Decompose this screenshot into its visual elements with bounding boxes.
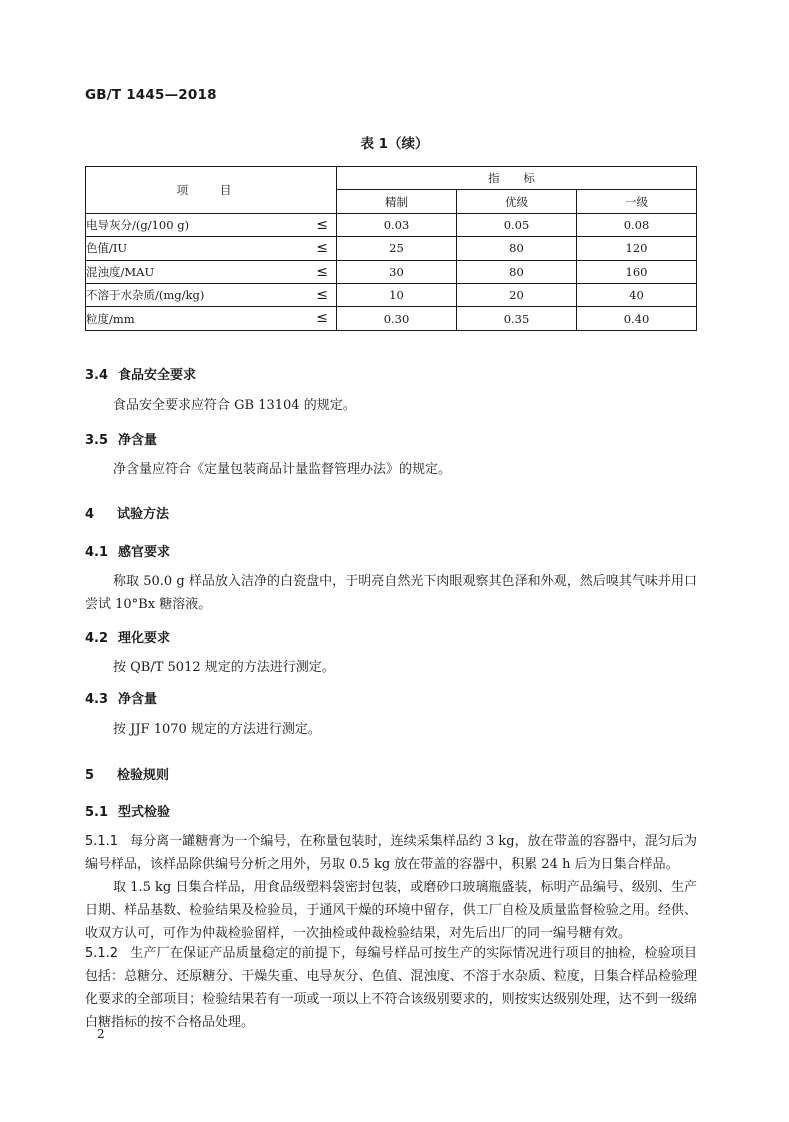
- clause-5-1-2: [85, 942, 697, 1034]
- page-number: 2: [97, 1027, 105, 1041]
- clause-5-1-1: [85, 830, 697, 876]
- section-heading-4-1: [85, 541, 170, 560]
- table-row: [86, 237, 697, 260]
- row-item-cell: [86, 260, 337, 283]
- value-cell: 30: [337, 260, 457, 283]
- row-item-label: 色值/IU: [86, 241, 128, 256]
- lte-symbol: ≤: [316, 240, 328, 257]
- clause-text: 每分离一罐糖膏为一个编号，在称量包装时，连续采集样品约 3 kg，放在带盖的容器中，混匀后为编号样品，该样品除供编号分析之用外，另取 0.5 kg 放在带盖的容器中，积累 24 h 后为日集合样品。: [85, 834, 697, 872]
- section-title: 试验方法: [117, 507, 170, 522]
- table-row: [86, 213, 697, 236]
- section-heading-4: [85, 503, 169, 522]
- table-row: [86, 260, 697, 283]
- specification-table: [85, 166, 697, 331]
- row-item-cell: [86, 283, 337, 306]
- row-item-label: 不溶于水杂质/(mg/kg): [86, 288, 205, 303]
- clause-number: 5.1.1: [85, 834, 119, 849]
- section-text-4-2: 按 QB/T 5012 规定的方法进行测定。: [113, 660, 335, 675]
- grade-header: 一级: [577, 190, 697, 213]
- row-item-cell: [86, 307, 337, 330]
- lte-symbol: ≤: [316, 310, 328, 327]
- clause-number: 5.1.2: [85, 946, 119, 961]
- section-title: 净含量: [118, 433, 158, 448]
- value-cell: 0.35: [457, 307, 577, 330]
- section-number: 4.1: [85, 545, 109, 560]
- section-number: 4.3: [85, 692, 109, 707]
- section-number: 3.5: [85, 433, 109, 448]
- table-row: [86, 307, 697, 330]
- section-number: 5.1: [85, 805, 109, 820]
- table-row: [86, 283, 697, 306]
- section-title: 净含量: [118, 692, 158, 707]
- section-heading-4-3: [85, 688, 157, 707]
- table-caption: 表 1（续）: [360, 136, 429, 152]
- lte-symbol: ≤: [316, 216, 328, 233]
- value-cell: 0.40: [577, 307, 697, 330]
- value-cell: 0.05: [457, 213, 577, 236]
- value-cell: 40: [577, 283, 697, 306]
- section-number: 4: [85, 507, 95, 522]
- row-item-label: 混浊度/MAU: [86, 264, 155, 279]
- value-cell: 80: [457, 237, 577, 260]
- value-cell: 80: [457, 260, 577, 283]
- index-column-header: 指 标: [337, 167, 697, 190]
- grade-header: 优级: [457, 190, 577, 213]
- lte-symbol: ≤: [316, 263, 328, 280]
- value-cell: 0.08: [577, 213, 697, 236]
- clause-5-1-1-paragraph-2: 取 1.5 kg 日集合样品，用食品级塑料袋密封包装，或磨砂口玻璃瓶盛装，标明产品编号、级别、生产日期、样品基数、检验结果及检验员，于通风干燥的环境中留存，供工厂自检及质量监督检验之用。经供、收双方认可，可作为仲裁检验留样，一次抽检或仲裁检验结果，对先后出厂的同一编号糖有效。: [85, 880, 697, 941]
- row-item-cell: [86, 213, 337, 236]
- section-heading-5: [85, 764, 169, 783]
- row-item-label: 电导灰分/(g/100 g): [86, 217, 190, 232]
- section-title: 感官要求: [118, 545, 171, 560]
- value-cell: 160: [577, 260, 697, 283]
- section-heading-3-5: [85, 429, 157, 448]
- value-cell: 0.30: [337, 307, 457, 330]
- row-item-label: 粒度/mm: [86, 311, 135, 326]
- section-number: 5: [85, 768, 95, 783]
- section-text-3-4: 食品安全要求应符合 GB 13104 的规定。: [113, 398, 356, 413]
- section-text-4-1: 称取 50.0 g 样品放入洁净的白瓷盘中，于明亮自然光下肉眼观察其色泽和外观，然后嗅其气味并用口尝试 10°Bx 糖溶液。: [85, 574, 697, 612]
- value-cell: 25: [337, 237, 457, 260]
- section-title: 理化要求: [118, 631, 171, 646]
- section-text-4-3: 按 JJF 1070 规定的方法进行测定。: [113, 722, 321, 737]
- section-number: 3.4: [85, 368, 109, 383]
- section-heading-3-4: [85, 364, 196, 383]
- section-heading-5-1: [85, 801, 170, 820]
- standard-code: GB/T 1445—2018: [85, 87, 217, 103]
- section-title: 食品安全要求: [118, 368, 197, 383]
- clause-text: 生产厂在保证产品质量稳定的前提下，每编号样品可按生产的实际情况进行项目的抽检，检验项目包括：总糖分、还原糖分、干燥失重、电导灰分、色值、混浊度、不溶于水杂质、粒度，日集合样品检验理化要求的全部项目；检验结果若有一项或一项以上不符合该级别要求的，则按实达级别处理，达不到一级绵白糖指标的按不合格品处理。: [85, 946, 697, 1030]
- item-column-header: 项 目: [86, 167, 337, 214]
- value-cell: 0.03: [337, 213, 457, 236]
- section-text-3-5: 净含量应符合《定量包装商品计量监督管理办法》的规定。: [113, 462, 452, 477]
- row-item-cell: [86, 237, 337, 260]
- value-cell: 10: [337, 283, 457, 306]
- table-header-row: [86, 167, 697, 190]
- section-number: 4.2: [85, 631, 109, 646]
- section-title: 检验规则: [117, 768, 170, 783]
- grade-header: 精制: [337, 190, 457, 213]
- lte-symbol: ≤: [316, 286, 328, 303]
- section-title: 型式检验: [118, 805, 171, 820]
- section-heading-4-2: [85, 627, 170, 646]
- value-cell: 120: [577, 237, 697, 260]
- value-cell: 20: [457, 283, 577, 306]
